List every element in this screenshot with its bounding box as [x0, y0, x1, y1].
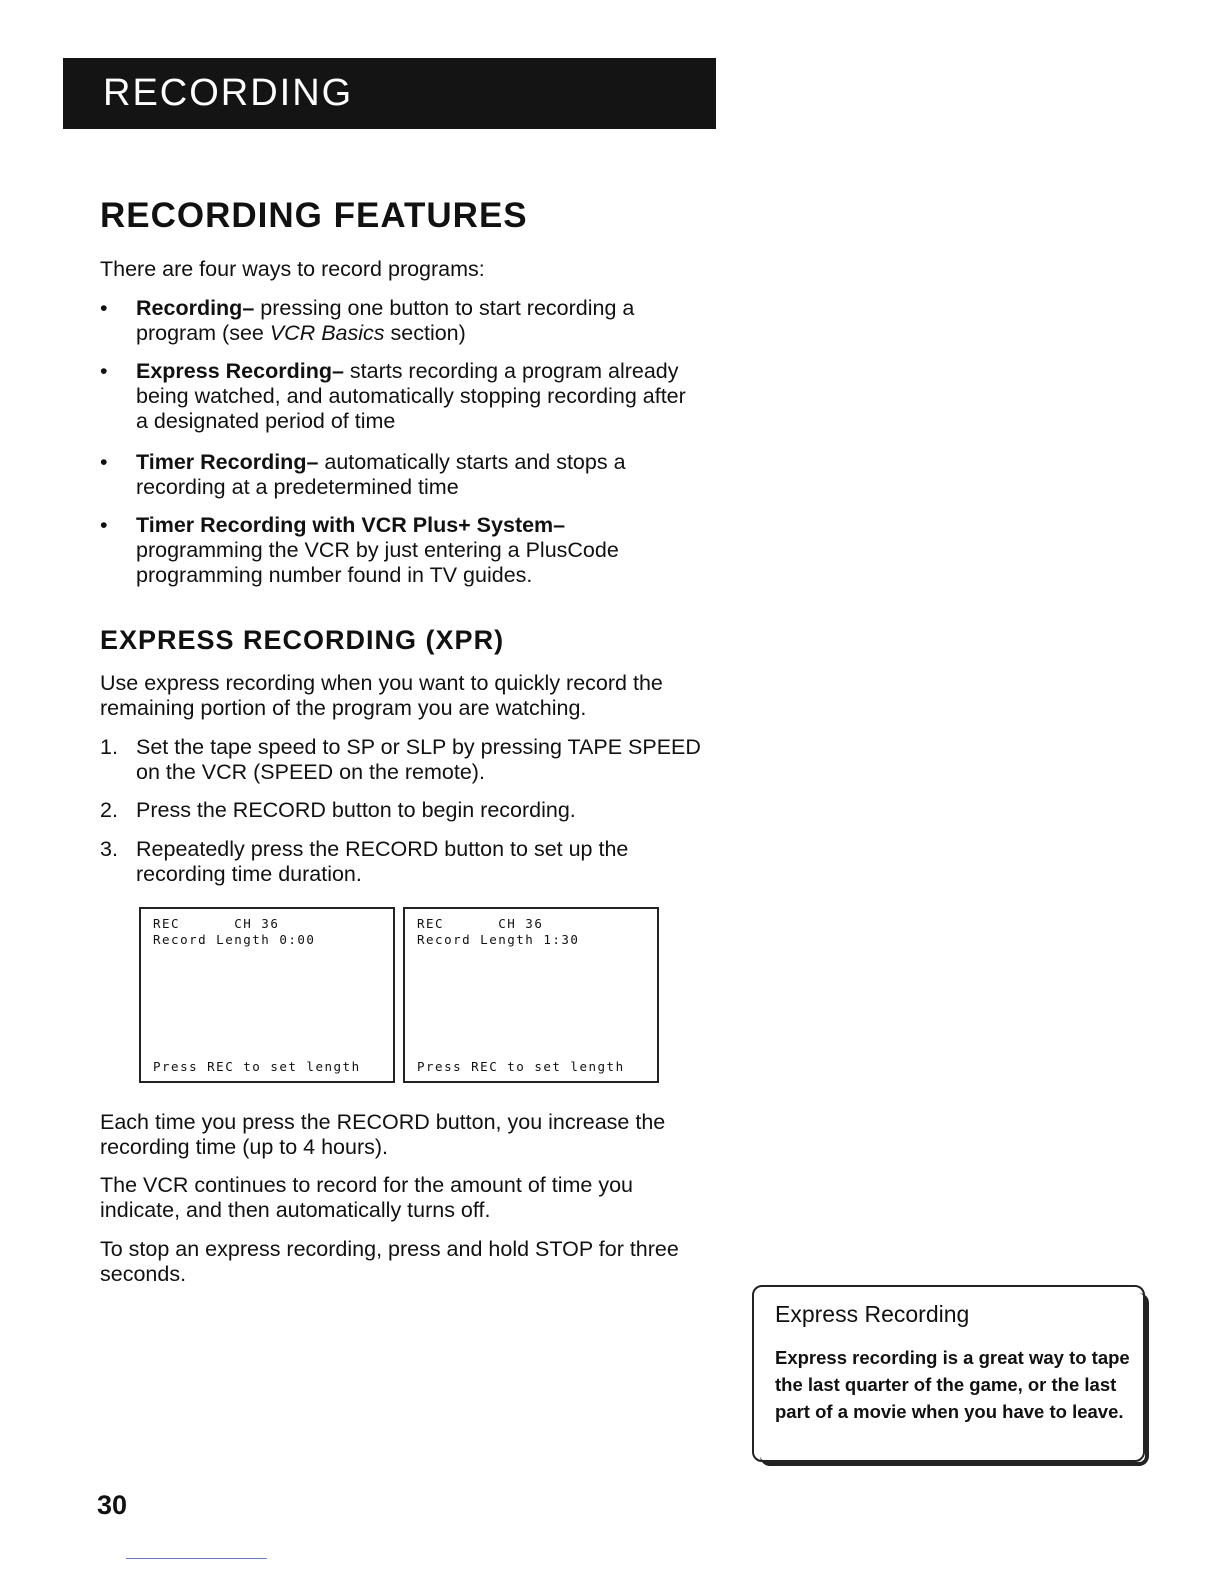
express-para-continues: The VCR continues to record for the amount of time you indicate, and then automatically turns off. [100, 1173, 633, 1222]
step-number: 3. [100, 837, 118, 861]
express-para-increase: Each time you press the RECORD button, you increase the recording time (up to 4 hours). [100, 1110, 666, 1159]
bullet-glyph: • [100, 513, 108, 537]
express-step-1 [100, 735, 720, 785]
section-banner-title: RECORDING [103, 72, 354, 114]
feature-item-vcr-plus [100, 513, 700, 588]
bullet-glyph: • [100, 296, 108, 320]
page-number: 30 [97, 1490, 128, 1520]
bullet-glyph: • [100, 359, 108, 383]
screen-rec-channel: REC CH 36 [417, 916, 544, 931]
screen-instruction: Press REC to set length [417, 1059, 625, 1074]
section-banner [63, 58, 716, 129]
express-intro: Use express recording when you want to quickly record the remaining portion of the program you are watching. [100, 671, 663, 720]
feature-text: automatically starts and stops a recording at a predetermined time [136, 450, 626, 499]
feature-term: Express Recording– [136, 359, 344, 383]
footer-rule [126, 1558, 267, 1559]
feature-term: Timer Recording– [136, 450, 319, 474]
features-intro: There are four ways to record programs: [100, 257, 485, 281]
screen-instruction: Press REC to set length [153, 1059, 361, 1074]
step-number: 1. [100, 735, 118, 759]
feature-item-express-recording [100, 359, 700, 434]
feature-item-timer-recording [100, 450, 700, 500]
express-para-stop: To stop an express recording, press and hold STOP for three seconds. [100, 1237, 679, 1286]
feature-item-recording [100, 296, 700, 346]
express-step-2 [100, 798, 720, 823]
feature-text-after: section) [384, 321, 466, 345]
step-text: Repeatedly press the RECORD button to set up the recording time duration. [136, 837, 629, 886]
screen-record-length: Record Length 1:30 [417, 932, 580, 947]
step-text: Set the tape speed to SP or SLP by pressing TAPE SPEED on the VCR (SPEED on the remote). [136, 735, 701, 784]
step-number: 2. [100, 798, 118, 822]
express-recording-heading: EXPRESS RECORDING (XPR) [100, 625, 505, 655]
feature-italic: VCR Basics [269, 321, 385, 345]
tv-screen-length-1-30 [403, 907, 659, 1083]
tip-box [752, 1285, 1145, 1462]
bullet-glyph: • [100, 450, 108, 474]
feature-text: pressing one button to start recording a program (see [136, 296, 635, 345]
tv-screen-length-0 [139, 907, 395, 1083]
tip-text: Express recording is a great way to tape the last quarter of the game, or the last part of a movie when you have to leave. [775, 1347, 1130, 1422]
screen-record-length: Record Length 0:00 [153, 932, 316, 947]
screen-rec-channel: REC CH 36 [153, 916, 280, 931]
feature-text: programming the VCR by just entering a PlusCode programming number found in TV guides. [136, 538, 619, 587]
feature-text: starts recording a program already being watched, and automatically stopping recording after a designated period of time [136, 359, 686, 433]
step-text: Press the RECORD button to begin recording. [136, 798, 576, 822]
feature-term: Timer Recording with VCR Plus+ System– [136, 513, 566, 537]
feature-term: Recording– [136, 296, 255, 320]
recording-features-heading: RECORDING FEATURES [100, 196, 528, 235]
express-step-3 [100, 837, 720, 887]
tip-title: Express Recording [775, 1301, 970, 1327]
